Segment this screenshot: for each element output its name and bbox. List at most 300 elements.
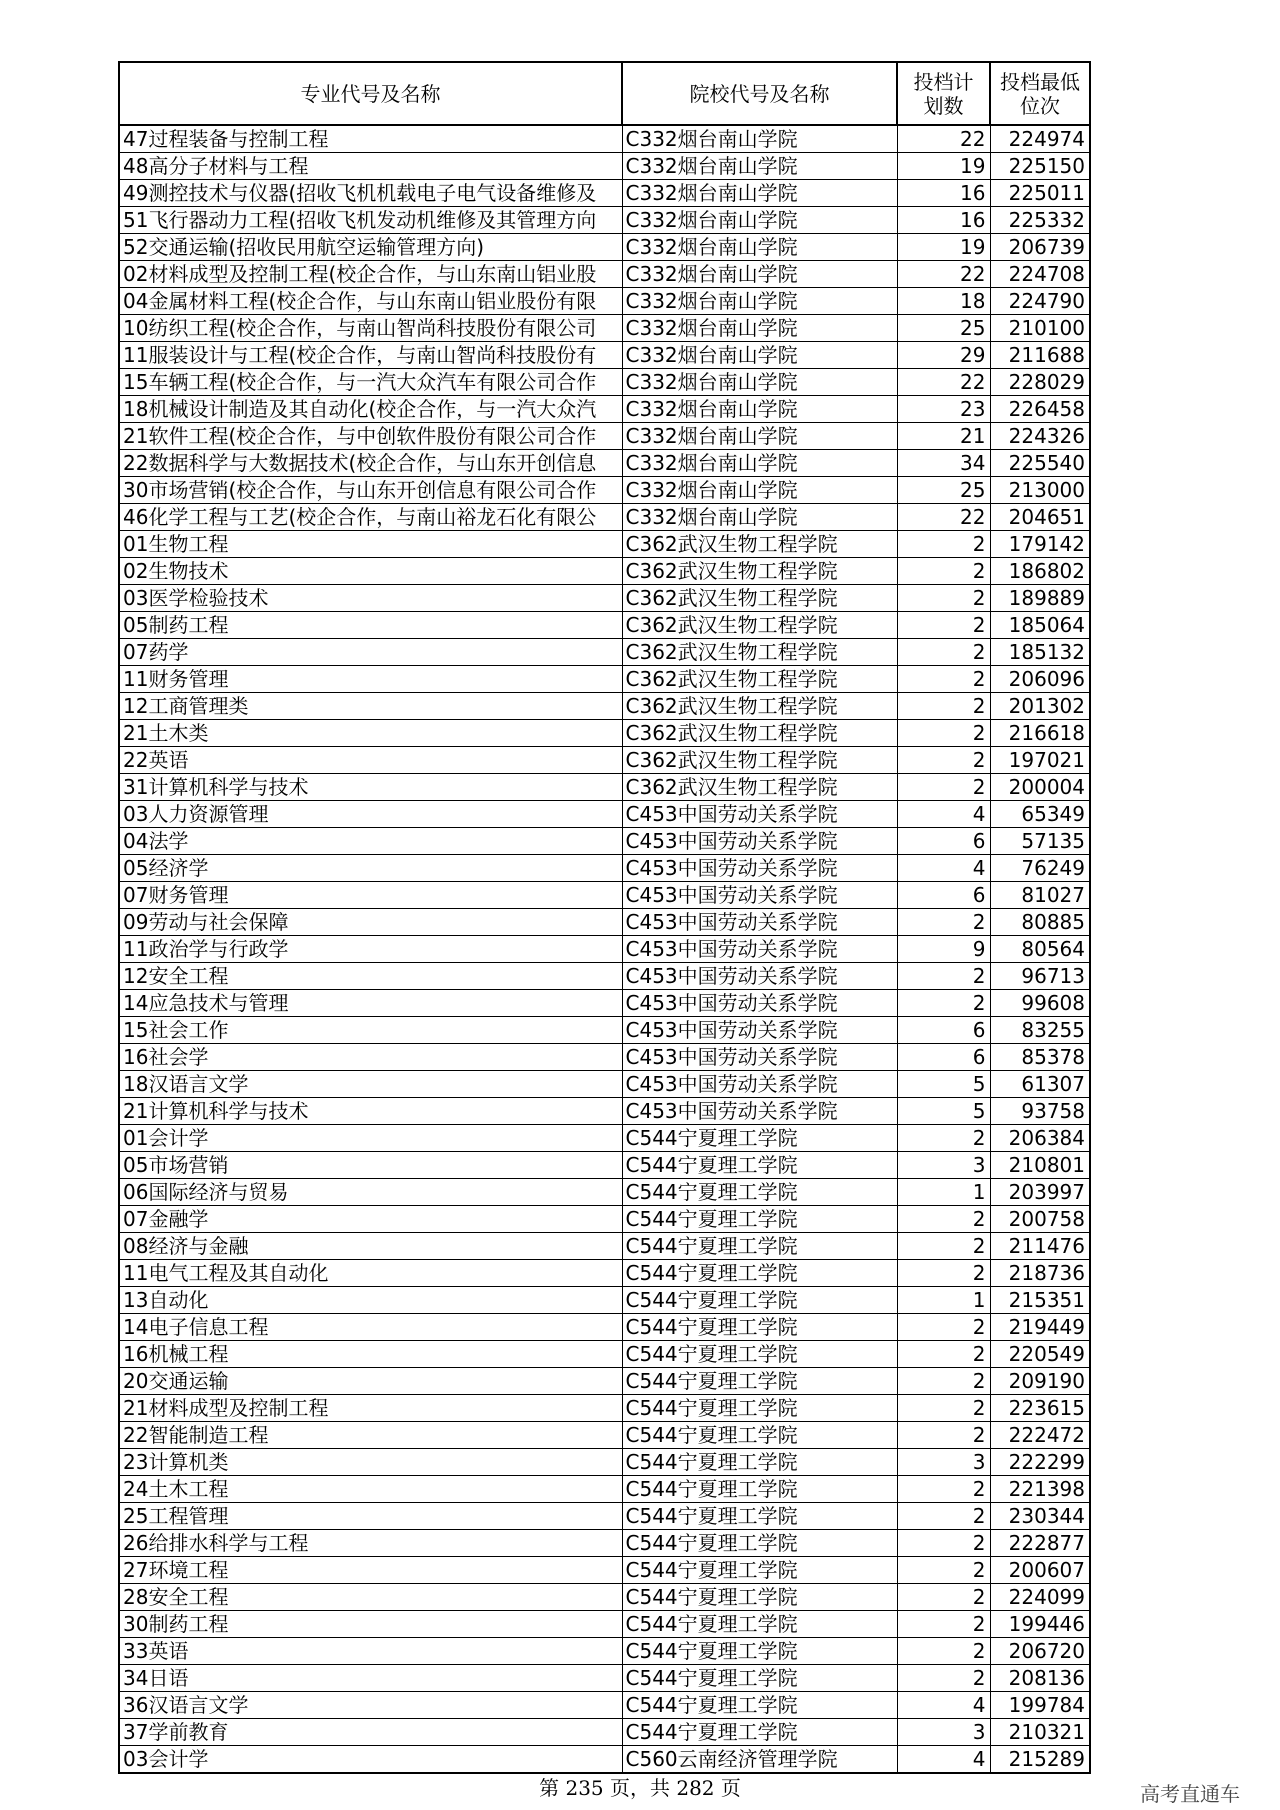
cell-major: 21计算机科学与技术 xyxy=(119,1098,622,1125)
cell-school: C362武汉生物工程学院 xyxy=(622,585,897,612)
cell-school: C453中国劳动关系学院 xyxy=(622,1044,897,1071)
cell-min-rank: 219449 xyxy=(990,1314,1090,1341)
cell-min-rank: 65349 xyxy=(990,801,1090,828)
table-row xyxy=(119,261,1090,288)
cell-plan-count: 29 xyxy=(897,342,990,369)
cell-major: 03医学检验技术 xyxy=(119,585,622,612)
cell-major: 11财务管理 xyxy=(119,666,622,693)
cell-major: 21土木类 xyxy=(119,720,622,747)
cell-plan-count: 2 xyxy=(897,531,990,558)
cell-plan-count: 2 xyxy=(897,1314,990,1341)
cell-major: 20交通运输 xyxy=(119,1368,622,1395)
cell-school: C362武汉生物工程学院 xyxy=(622,612,897,639)
cell-school: C362武汉生物工程学院 xyxy=(622,666,897,693)
table-row xyxy=(119,882,1090,909)
cell-min-rank: 185064 xyxy=(990,612,1090,639)
cell-plan-count: 4 xyxy=(897,801,990,828)
cell-school: C332烟台南山学院 xyxy=(622,207,897,234)
table-row xyxy=(119,450,1090,477)
table-row xyxy=(119,1206,1090,1233)
cell-plan-count: 18 xyxy=(897,288,990,315)
cell-plan-count: 21 xyxy=(897,423,990,450)
cell-school: C332烟台南山学院 xyxy=(622,477,897,504)
cell-major: 03会计学 xyxy=(119,1746,622,1774)
cell-min-rank: 197021 xyxy=(990,747,1090,774)
cell-school: C453中国劳动关系学院 xyxy=(622,963,897,990)
table-row xyxy=(119,990,1090,1017)
cell-plan-count: 1 xyxy=(897,1287,990,1314)
cell-school: C544宁夏理工学院 xyxy=(622,1692,897,1719)
table-row xyxy=(119,396,1090,423)
cell-min-rank: 225540 xyxy=(990,450,1090,477)
cell-school: C453中国劳动关系学院 xyxy=(622,1017,897,1044)
cell-major: 46化学工程与工艺(校企合作，与南山裕龙石化有限公 xyxy=(119,504,622,531)
admission-table-container xyxy=(118,61,1089,1774)
table-row xyxy=(119,936,1090,963)
table-row xyxy=(119,1449,1090,1476)
table-row xyxy=(119,1179,1090,1206)
cell-plan-count: 2 xyxy=(897,1557,990,1584)
cell-school: C544宁夏理工学院 xyxy=(622,1476,897,1503)
table-row xyxy=(119,909,1090,936)
cell-plan-count: 2 xyxy=(897,1368,990,1395)
cell-school: C332烟台南山学院 xyxy=(622,369,897,396)
cell-plan-count: 2 xyxy=(897,612,990,639)
cell-major: 51飞行器动力工程(招收飞机发动机维修及其管理方向 xyxy=(119,207,622,234)
cell-min-rank: 185132 xyxy=(990,639,1090,666)
cell-major: 18机械设计制造及其自动化(校企合作，与一汽大众汽 xyxy=(119,396,622,423)
cell-plan-count: 19 xyxy=(897,153,990,180)
cell-major: 05市场营销 xyxy=(119,1152,622,1179)
cell-min-rank: 206384 xyxy=(990,1125,1090,1152)
cell-major: 37学前教育 xyxy=(119,1719,622,1746)
cell-major: 01会计学 xyxy=(119,1125,622,1152)
table-row xyxy=(119,1719,1090,1746)
cell-min-rank: 204651 xyxy=(990,504,1090,531)
cell-major: 22数据科学与大数据技术(校企合作，与山东开创信息 xyxy=(119,450,622,477)
cell-school: C362武汉生物工程学院 xyxy=(622,639,897,666)
table-row xyxy=(119,1368,1090,1395)
cell-plan-count: 5 xyxy=(897,1098,990,1125)
cell-school: C544宁夏理工学院 xyxy=(622,1503,897,1530)
table-row xyxy=(119,1638,1090,1665)
cell-major: 26给排水科学与工程 xyxy=(119,1530,622,1557)
table-row xyxy=(119,1665,1090,1692)
table-row xyxy=(119,1395,1090,1422)
cell-plan-count: 22 xyxy=(897,369,990,396)
table-row xyxy=(119,288,1090,315)
cell-school: C362武汉生物工程学院 xyxy=(622,693,897,720)
cell-major: 21软件工程(校企合作，与中创软件股份有限公司合作 xyxy=(119,423,622,450)
cell-major: 09劳动与社会保障 xyxy=(119,909,622,936)
cell-major: 31计算机科学与技术 xyxy=(119,774,622,801)
cell-school: C453中国劳动关系学院 xyxy=(622,990,897,1017)
cell-min-rank: 206096 xyxy=(990,666,1090,693)
cell-school: C544宁夏理工学院 xyxy=(622,1368,897,1395)
cell-min-rank: 61307 xyxy=(990,1071,1090,1098)
cell-school: C362武汉生物工程学院 xyxy=(622,558,897,585)
cell-min-rank: 83255 xyxy=(990,1017,1090,1044)
cell-school: C332烟台南山学院 xyxy=(622,180,897,207)
cell-min-rank: 81027 xyxy=(990,882,1090,909)
cell-plan-count: 22 xyxy=(897,261,990,288)
cell-school: C544宁夏理工学院 xyxy=(622,1233,897,1260)
cell-min-rank: 218736 xyxy=(990,1260,1090,1287)
cell-plan-count: 16 xyxy=(897,207,990,234)
cell-min-rank: 209190 xyxy=(990,1368,1090,1395)
cell-major: 25工程管理 xyxy=(119,1503,622,1530)
cell-plan-count: 2 xyxy=(897,693,990,720)
cell-min-rank: 208136 xyxy=(990,1665,1090,1692)
cell-min-rank: 222472 xyxy=(990,1422,1090,1449)
table-row xyxy=(119,720,1090,747)
cell-min-rank: 226458 xyxy=(990,396,1090,423)
cell-school: C560云南经济管理学院 xyxy=(622,1746,897,1774)
cell-plan-count: 34 xyxy=(897,450,990,477)
header-plan-count: 投档计 划数 xyxy=(897,62,990,125)
cell-plan-count: 3 xyxy=(897,1449,990,1476)
cell-min-rank: 199446 xyxy=(990,1611,1090,1638)
cell-school: C544宁夏理工学院 xyxy=(622,1611,897,1638)
cell-school: C544宁夏理工学院 xyxy=(622,1557,897,1584)
cell-school: C453中国劳动关系学院 xyxy=(622,936,897,963)
cell-min-rank: 224326 xyxy=(990,423,1090,450)
cell-min-rank: 224790 xyxy=(990,288,1090,315)
cell-min-rank: 225332 xyxy=(990,207,1090,234)
cell-major: 13自动化 xyxy=(119,1287,622,1314)
cell-min-rank: 215351 xyxy=(990,1287,1090,1314)
cell-plan-count: 6 xyxy=(897,1017,990,1044)
cell-plan-count: 2 xyxy=(897,774,990,801)
cell-plan-count: 19 xyxy=(897,234,990,261)
cell-min-rank: 210321 xyxy=(990,1719,1090,1746)
table-row xyxy=(119,1071,1090,1098)
cell-plan-count: 2 xyxy=(897,1125,990,1152)
table-header-row xyxy=(119,62,1090,125)
cell-plan-count: 1 xyxy=(897,1179,990,1206)
cell-school: C332烟台南山学院 xyxy=(622,315,897,342)
cell-min-rank: 211688 xyxy=(990,342,1090,369)
cell-min-rank: 93758 xyxy=(990,1098,1090,1125)
table-row xyxy=(119,477,1090,504)
table-row xyxy=(119,1692,1090,1719)
cell-major: 12工商管理类 xyxy=(119,693,622,720)
cell-min-rank: 223615 xyxy=(990,1395,1090,1422)
cell-school: C544宁夏理工学院 xyxy=(622,1341,897,1368)
cell-major: 03人力资源管理 xyxy=(119,801,622,828)
table-row xyxy=(119,1746,1090,1774)
table-row xyxy=(119,1152,1090,1179)
cell-school: C544宁夏理工学院 xyxy=(622,1152,897,1179)
cell-plan-count: 2 xyxy=(897,747,990,774)
table-row xyxy=(119,855,1090,882)
cell-major: 27环境工程 xyxy=(119,1557,622,1584)
cell-school: C544宁夏理工学院 xyxy=(622,1584,897,1611)
table-row xyxy=(119,423,1090,450)
admission-table xyxy=(118,61,1091,1774)
cell-major: 01生物工程 xyxy=(119,531,622,558)
cell-plan-count: 3 xyxy=(897,1719,990,1746)
table-row xyxy=(119,1584,1090,1611)
header-major: 专业代号及名称 xyxy=(119,62,622,125)
cell-plan-count: 4 xyxy=(897,1692,990,1719)
cell-school: C544宁夏理工学院 xyxy=(622,1287,897,1314)
cell-school: C453中国劳动关系学院 xyxy=(622,909,897,936)
cell-major: 49测控技术与仪器(招收飞机机载电子电气设备维修及 xyxy=(119,180,622,207)
cell-school: C544宁夏理工学院 xyxy=(622,1179,897,1206)
cell-major: 07药学 xyxy=(119,639,622,666)
cell-plan-count: 2 xyxy=(897,1422,990,1449)
cell-school: C362武汉生物工程学院 xyxy=(622,531,897,558)
cell-major: 36汉语言文学 xyxy=(119,1692,622,1719)
table-row xyxy=(119,369,1090,396)
cell-min-rank: 230344 xyxy=(990,1503,1090,1530)
table-row xyxy=(119,963,1090,990)
cell-min-rank: 211476 xyxy=(990,1233,1090,1260)
cell-min-rank: 224974 xyxy=(990,125,1090,153)
cell-school: C362武汉生物工程学院 xyxy=(622,720,897,747)
cell-major: 07财务管理 xyxy=(119,882,622,909)
cell-major: 04法学 xyxy=(119,828,622,855)
table-row xyxy=(119,1044,1090,1071)
cell-plan-count: 2 xyxy=(897,1206,990,1233)
table-row xyxy=(119,1503,1090,1530)
table-row xyxy=(119,639,1090,666)
cell-plan-count: 2 xyxy=(897,1503,990,1530)
cell-min-rank: 222299 xyxy=(990,1449,1090,1476)
cell-min-rank: 57135 xyxy=(990,828,1090,855)
cell-school: C453中国劳动关系学院 xyxy=(622,882,897,909)
table-row xyxy=(119,125,1090,153)
cell-major: 11电气工程及其自动化 xyxy=(119,1260,622,1287)
cell-plan-count: 22 xyxy=(897,125,990,153)
cell-plan-count: 2 xyxy=(897,1584,990,1611)
cell-school: C332烟台南山学院 xyxy=(622,450,897,477)
cell-school: C453中国劳动关系学院 xyxy=(622,801,897,828)
cell-plan-count: 16 xyxy=(897,180,990,207)
cell-major: 08经济与金融 xyxy=(119,1233,622,1260)
table-row xyxy=(119,747,1090,774)
cell-school: C544宁夏理工学院 xyxy=(622,1395,897,1422)
cell-min-rank: 224099 xyxy=(990,1584,1090,1611)
cell-min-rank: 225011 xyxy=(990,180,1090,207)
cell-major: 10纺织工程(校企合作，与南山智尚科技股份有限公司 xyxy=(119,315,622,342)
cell-school: C332烟台南山学院 xyxy=(622,342,897,369)
cell-school: C453中国劳动关系学院 xyxy=(622,1098,897,1125)
cell-school: C332烟台南山学院 xyxy=(622,125,897,153)
cell-plan-count: 3 xyxy=(897,1152,990,1179)
cell-major: 22英语 xyxy=(119,747,622,774)
cell-min-rank: 210801 xyxy=(990,1152,1090,1179)
cell-min-rank: 213000 xyxy=(990,477,1090,504)
cell-plan-count: 25 xyxy=(897,477,990,504)
table-body xyxy=(119,125,1090,1773)
cell-min-rank: 215289 xyxy=(990,1746,1090,1774)
cell-major: 22智能制造工程 xyxy=(119,1422,622,1449)
table-row xyxy=(119,504,1090,531)
cell-school: C544宁夏理工学院 xyxy=(622,1260,897,1287)
cell-school: C544宁夏理工学院 xyxy=(622,1422,897,1449)
header-min-rank: 投档最低 位次 xyxy=(990,62,1090,125)
cell-min-rank: 228029 xyxy=(990,369,1090,396)
table-row xyxy=(119,207,1090,234)
cell-major: 15车辆工程(校企合作，与一汽大众汽车有限公司合作 xyxy=(119,369,622,396)
cell-major: 15社会工作 xyxy=(119,1017,622,1044)
cell-min-rank: 76249 xyxy=(990,855,1090,882)
table-row xyxy=(119,1530,1090,1557)
cell-min-rank: 220549 xyxy=(990,1341,1090,1368)
cell-school: C332烟台南山学院 xyxy=(622,234,897,261)
cell-min-rank: 85378 xyxy=(990,1044,1090,1071)
table-row xyxy=(119,342,1090,369)
cell-min-rank: 216618 xyxy=(990,720,1090,747)
cell-plan-count: 2 xyxy=(897,1611,990,1638)
cell-school: C544宁夏理工学院 xyxy=(622,1665,897,1692)
table-row xyxy=(119,531,1090,558)
cell-school: C544宁夏理工学院 xyxy=(622,1719,897,1746)
table-row xyxy=(119,1098,1090,1125)
watermark-text: 高考直通车 xyxy=(1140,1782,1240,1806)
table-row xyxy=(119,315,1090,342)
cell-min-rank: 221398 xyxy=(990,1476,1090,1503)
cell-plan-count: 2 xyxy=(897,990,990,1017)
cell-min-rank: 96713 xyxy=(990,963,1090,990)
cell-plan-count: 2 xyxy=(897,1341,990,1368)
cell-major: 24土木工程 xyxy=(119,1476,622,1503)
cell-plan-count: 22 xyxy=(897,504,990,531)
cell-min-rank: 80885 xyxy=(990,909,1090,936)
cell-school: C544宁夏理工学院 xyxy=(622,1449,897,1476)
cell-min-rank: 200004 xyxy=(990,774,1090,801)
cell-min-rank: 200758 xyxy=(990,1206,1090,1233)
cell-plan-count: 2 xyxy=(897,1638,990,1665)
table-row xyxy=(119,1125,1090,1152)
cell-major: 11服装设计与工程(校企合作，与南山智尚科技股份有 xyxy=(119,342,622,369)
cell-min-rank: 225150 xyxy=(990,153,1090,180)
cell-plan-count: 2 xyxy=(897,1260,990,1287)
cell-major: 16社会学 xyxy=(119,1044,622,1071)
table-row xyxy=(119,153,1090,180)
cell-school: C332烟台南山学院 xyxy=(622,504,897,531)
cell-plan-count: 4 xyxy=(897,855,990,882)
cell-school: C453中国劳动关系学院 xyxy=(622,855,897,882)
page-number: 第 235 页，共 282 页 xyxy=(539,1776,741,1800)
cell-plan-count: 2 xyxy=(897,1233,990,1260)
cell-plan-count: 2 xyxy=(897,1530,990,1557)
table-row xyxy=(119,1476,1090,1503)
table-row xyxy=(119,1287,1090,1314)
cell-school: C544宁夏理工学院 xyxy=(622,1125,897,1152)
cell-major: 02生物技术 xyxy=(119,558,622,585)
cell-plan-count: 6 xyxy=(897,1044,990,1071)
cell-school: C453中国劳动关系学院 xyxy=(622,1071,897,1098)
cell-plan-count: 5 xyxy=(897,1071,990,1098)
cell-school: C453中国劳动关系学院 xyxy=(622,828,897,855)
cell-plan-count: 2 xyxy=(897,1395,990,1422)
cell-plan-count: 2 xyxy=(897,585,990,612)
cell-major: 14应急技术与管理 xyxy=(119,990,622,1017)
cell-min-rank: 206739 xyxy=(990,234,1090,261)
cell-major: 16机械工程 xyxy=(119,1341,622,1368)
cell-school: C332烟台南山学院 xyxy=(622,153,897,180)
cell-school: C544宁夏理工学院 xyxy=(622,1206,897,1233)
table-row xyxy=(119,1233,1090,1260)
cell-min-rank: 186802 xyxy=(990,558,1090,585)
table-row xyxy=(119,1611,1090,1638)
cell-plan-count: 6 xyxy=(897,828,990,855)
cell-plan-count: 2 xyxy=(897,558,990,585)
cell-plan-count: 2 xyxy=(897,720,990,747)
cell-min-rank: 210100 xyxy=(990,315,1090,342)
cell-min-rank: 80564 xyxy=(990,936,1090,963)
table-row xyxy=(119,828,1090,855)
cell-plan-count: 9 xyxy=(897,936,990,963)
cell-school: C544宁夏理工学院 xyxy=(622,1530,897,1557)
cell-min-rank: 224708 xyxy=(990,261,1090,288)
cell-plan-count: 2 xyxy=(897,963,990,990)
table-row xyxy=(119,693,1090,720)
cell-major: 48高分子材料与工程 xyxy=(119,153,622,180)
cell-min-rank: 179142 xyxy=(990,531,1090,558)
cell-major: 11政治学与行政学 xyxy=(119,936,622,963)
cell-min-rank: 200607 xyxy=(990,1557,1090,1584)
cell-plan-count: 23 xyxy=(897,396,990,423)
cell-school: C362武汉生物工程学院 xyxy=(622,747,897,774)
table-row xyxy=(119,801,1090,828)
cell-min-rank: 206720 xyxy=(990,1638,1090,1665)
cell-min-rank: 222877 xyxy=(990,1530,1090,1557)
cell-major: 05经济学 xyxy=(119,855,622,882)
cell-plan-count: 4 xyxy=(897,1746,990,1774)
cell-major: 02材料成型及控制工程(校企合作，与山东南山铝业股 xyxy=(119,261,622,288)
cell-school: C362武汉生物工程学院 xyxy=(622,774,897,801)
cell-major: 14电子信息工程 xyxy=(119,1314,622,1341)
cell-plan-count: 2 xyxy=(897,1665,990,1692)
cell-school: C332烟台南山学院 xyxy=(622,261,897,288)
cell-plan-count: 2 xyxy=(897,909,990,936)
cell-plan-count: 6 xyxy=(897,882,990,909)
table-row xyxy=(119,180,1090,207)
cell-major: 30市场营销(校企合作，与山东开创信息有限公司合作 xyxy=(119,477,622,504)
cell-min-rank: 203997 xyxy=(990,1179,1090,1206)
cell-major: 04金属材料工程(校企合作，与山东南山铝业股份有限 xyxy=(119,288,622,315)
cell-min-rank: 201302 xyxy=(990,693,1090,720)
cell-major: 12安全工程 xyxy=(119,963,622,990)
cell-major: 33英语 xyxy=(119,1638,622,1665)
table-row xyxy=(119,1422,1090,1449)
cell-school: C544宁夏理工学院 xyxy=(622,1638,897,1665)
cell-major: 06国际经济与贸易 xyxy=(119,1179,622,1206)
table-row xyxy=(119,774,1090,801)
cell-school: C332烟台南山学院 xyxy=(622,396,897,423)
cell-major: 07金融学 xyxy=(119,1206,622,1233)
cell-school: C332烟台南山学院 xyxy=(622,423,897,450)
table-row xyxy=(119,234,1090,261)
cell-major: 47过程装备与控制工程 xyxy=(119,125,622,153)
cell-major: 21材料成型及控制工程 xyxy=(119,1395,622,1422)
table-row xyxy=(119,1314,1090,1341)
table-row xyxy=(119,1017,1090,1044)
cell-school: C332烟台南山学院 xyxy=(622,288,897,315)
table-row xyxy=(119,1557,1090,1584)
cell-major: 52交通运输(招收民用航空运输管理方向) xyxy=(119,234,622,261)
table-row xyxy=(119,585,1090,612)
table-row xyxy=(119,1341,1090,1368)
table-row xyxy=(119,612,1090,639)
table-row xyxy=(119,666,1090,693)
table-row xyxy=(119,558,1090,585)
header-school: 院校代号及名称 xyxy=(622,62,897,125)
